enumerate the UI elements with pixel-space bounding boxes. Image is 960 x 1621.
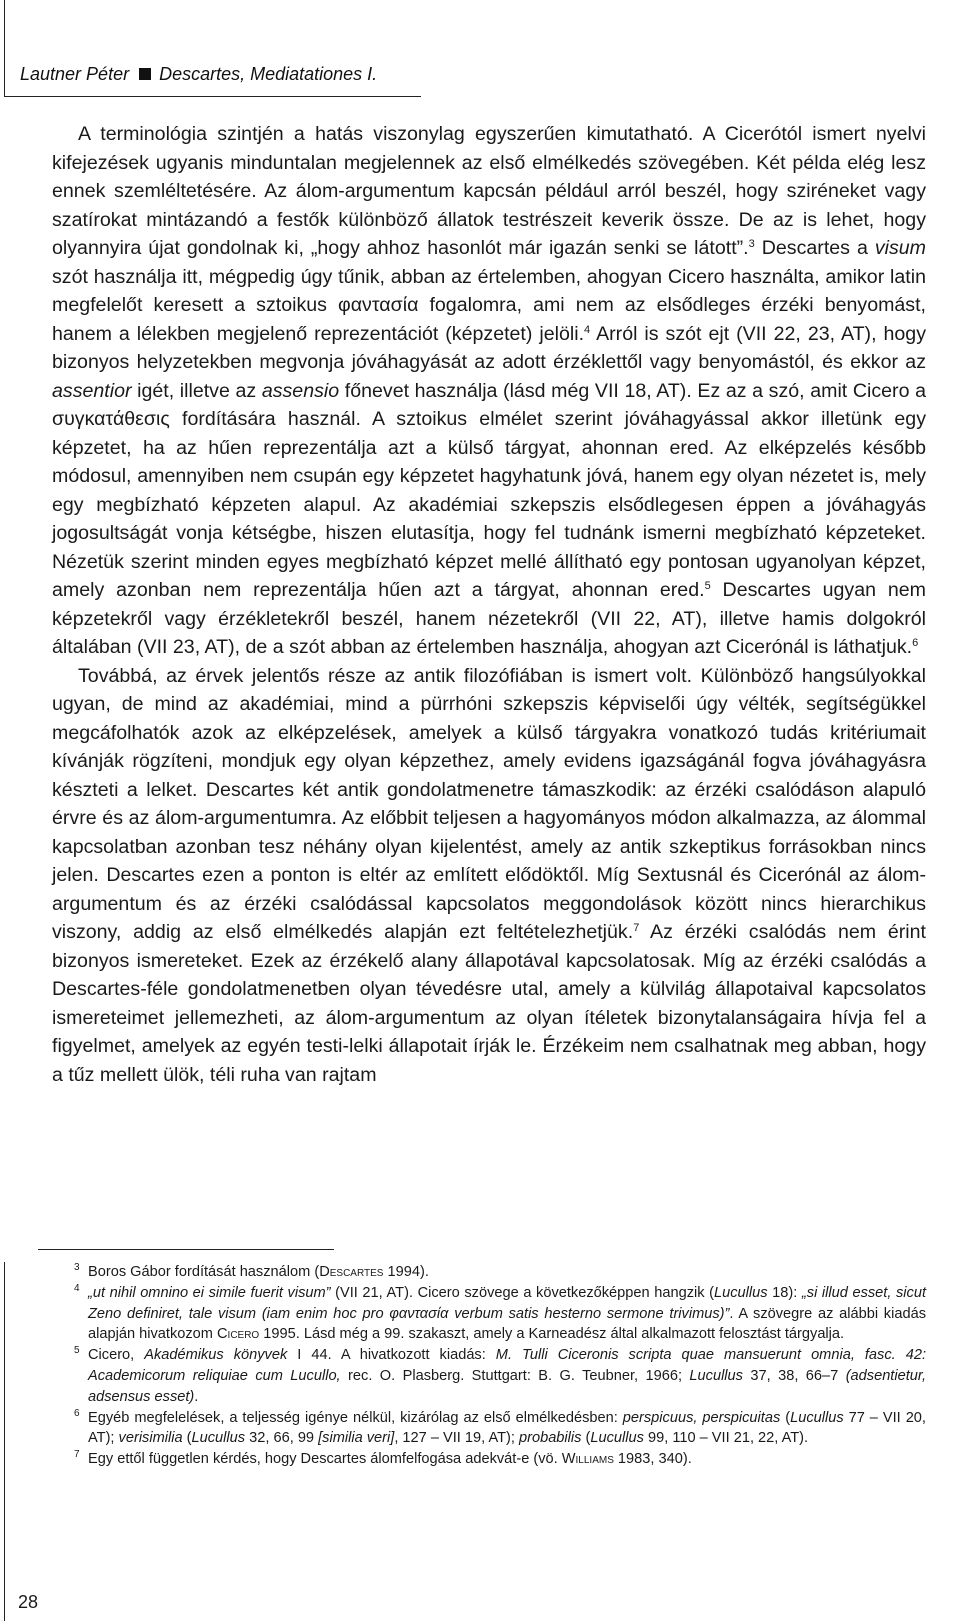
text-run: 1983, 340). [613, 1451, 692, 1468]
text-run: . A szövegre az alábbi kiadás alapján hivatkozom [88, 1305, 926, 1343]
footnote-ref-6[interactable]: 6 [912, 637, 919, 649]
text-run: 1995. Lásd még a 99. szakaszt, amely a Karneadész által alkalmazott felosztást tárgyalja. [259, 1326, 845, 1343]
text-run: Boros Gábor fordítását használom ( [88, 1264, 320, 1280]
text-run: . [194, 1388, 199, 1405]
text-run: Továbbá, az érvek jelentős része az antik filozófiában is ismert volt. Különböző hangsúlyokkal ugyan, de mind az akadémiai, mind a pürrhóni szkepszis képviselői úgy vélték, segítségükkel megcáfolhatók azok az elképzelések, amelyek a külső tárgyakra vonatkozó tudás kritériumait kívánják rögzíteni, mondjuk egy olyan képzethez, amely evidens igazságánál fogva jóváhagyásra készteti a lelket. Descartes két antik gondolatmenetre támaszkodik: az érzéki csalódáson alapuló érvre és az álom-argumentumra. Az előbbit teljesen a hagyományos módon alkalmazza, az álommal kapcsolatban azonban tesz néhány olyan kijelentést, amely az antik szkeptikus forrásokban nincs jelen. Descartes ezen a ponton is eltér az említett elődöktől. Míg Sextusnál és Cicerónál az álom-argumentum és az érzéki csalódással kapcsolatos meggondolások között nincs hierarchikus viszony, addig az első elmélkedés alapján ezt feltételezhetjük. [52, 664, 926, 943]
footnote-number: 5 [74, 1345, 80, 1357]
footnote-number: 6 [74, 1407, 80, 1419]
text-run: 37, 38, 66–7 [742, 1367, 846, 1384]
italic-term: perspicuus, perspicuitas [622, 1409, 781, 1426]
running-head [20, 64, 377, 85]
text-run: Descartes ugyan nem képzetekről vagy érzékletekről beszél, hanem nézetekről (VII 22, AT), illetve hamis dolgokról általában (VII 23, AT), de a szót abban az értelemben használja, ahogyan azt Cicerónál is láthatjuk. [52, 579, 926, 658]
text-run: Az érzéki csalódás nem érint bizonyos ismereteket. Ezek az érzékelő alany állapotával kapcsolatosak. Míg az érzéki csalódás a Descartes-féle gondolatmenetben olyan tévedésre utal, amely a külvilág állapotaival kapcsolatos ismereteimet jellemezheti, az álom-argumentum az olyan ítéletek bizonytalanságaira hívja fel a figyelmet, amelyek az egyén testi-lelki állapotait írják le. Érzékeim nem csalhatnak meg abban, hogy a tűz mellett ülök, téli ruha van rajtam [52, 921, 926, 1086]
text-run: 32, 66, 99 [245, 1430, 319, 1447]
italic-title: Lucullus [590, 1430, 644, 1447]
main-text [52, 120, 926, 1089]
text-run: 1994). [383, 1264, 429, 1280]
italic-title: Akadémikus könyvek [144, 1347, 288, 1364]
italic-title: Lucullus [790, 1409, 844, 1426]
footnote-number: 4 [74, 1282, 80, 1294]
text-run: Arról is szót ejt (VII 22, 23, AT), hogy bizonyos helyzetekben megvonja jóváhagyását az adott érzéklettől vagy benyomástól, és ekkor az [52, 322, 926, 373]
text-run: ( [581, 1430, 591, 1447]
footnote-7 [74, 1449, 926, 1470]
italic-title: Lucullus [714, 1284, 768, 1301]
footnote-ref-5[interactable]: 5 [704, 580, 711, 592]
text-run: ( [780, 1409, 791, 1426]
text-run: , 127 – VII 19, AT); [394, 1430, 519, 1447]
text-run: ( [182, 1430, 192, 1447]
italic-title: Lucullus [689, 1367, 743, 1384]
italic-term: (adsentietur, adsensus esset) [88, 1367, 927, 1405]
text-run: Cicero, [88, 1347, 145, 1364]
square-bullet-icon [139, 68, 151, 80]
italic-quote: „ut nihil omnino ei simile fuerit visum” [88, 1284, 331, 1301]
text-run: I 44. A hivatkozott kiadás: [287, 1347, 496, 1364]
author-name: Cicero [217, 1326, 260, 1343]
author-name: Williams [561, 1451, 614, 1468]
paragraph-2 [52, 662, 926, 1090]
footnote-ref-4[interactable]: 4 [584, 323, 591, 336]
text-run: (VII 21, AT). Cicero szövege a következőképpen hangzik ( [330, 1284, 714, 1301]
header-author: Lautner Péter [20, 64, 130, 84]
italic-term: assentior [52, 379, 132, 402]
margin-rule [4, 1262, 5, 1621]
text-run: szót használja itt, mégpedig úgy tűnik, abban az értelemben, ahogyan Cicero használta, amikor latin megfelelőt keresett a sztoikus φαντασία fogalomra, ami nem az elsődleges érzéki benyomást, hanem a lélekben megjelenő reprezentációt (képzetet) jelöli. [52, 265, 926, 345]
footnotes [74, 1262, 926, 1470]
header-title: Descartes, Mediatationes I. [159, 64, 378, 84]
footnote-number: 3 [74, 1262, 80, 1273]
text-run: 99, 110 – VII 21, 22, AT). [643, 1430, 809, 1447]
text-run: A terminológia szintjén a hatás viszonylag egyszerűen kimutatható. A Cicerótól ismert nyelvi kifejezések ugyanis minduntalan megjelennek az első elmélkedés szövegében. Két példa elég lesz ennek szemléltetésére. Az álom-argumentum kapcsán például arról beszél, hogy sziréneket vagy szatírokat mintázandó a festők különböző állatok testrészeit keverik össze. De az is lehet, hogy olyannyira újat gondolnak ki, „hogy ahhoz hasonlót már igazán senki se látott”. [52, 123, 926, 259]
footnote-ref-7[interactable]: 7 [633, 922, 640, 934]
footnote-number: 7 [74, 1449, 80, 1461]
italic-title: Lucullus [191, 1430, 246, 1447]
text-run: Egy ettől független kérdés, hogy Descartes álomfelfogása adekvát-e (vö. [88, 1451, 562, 1468]
italic-quote: „si illud esset, sicut Zeno definiret, tale visum (iam enim hoc pro φαντασία verbum satis hesterno sermone trivimus)” [88, 1284, 927, 1322]
author-name: Descartes [319, 1264, 384, 1280]
text-run: Egyéb megfelelések, a teljesség igénye nélkül, kizárólag az első elmélkedésben: [88, 1409, 623, 1426]
footnote-separator [38, 1249, 334, 1250]
footnote-3 [74, 1262, 926, 1283]
footnote-ref-3[interactable]: 3 [748, 238, 755, 250]
text-run: Descartes a [754, 237, 875, 259]
page-number: 28 [18, 1592, 39, 1612]
footnote-5 [74, 1345, 926, 1407]
footnote-6 [74, 1408, 926, 1450]
italic-title: M. Tulli Ciceronis scripta quae mansuerunt omnia, fasc. 42: Academicorum reliquiae cum Lucullo, [88, 1347, 926, 1384]
footnote-4 [74, 1283, 926, 1345]
paragraph-1 [52, 120, 926, 662]
italic-term: verisimilia [118, 1430, 183, 1447]
text-run: 77 – VII 20, AT); [88, 1409, 926, 1447]
text-run: főnevet használja (lásd még VII 18, AT). Ez az a szó, amit Cicero a συγκατάθεσις fordítására használ. A sztoikus elmélet szerint jóváhagyással akkor illetünk egy képzetet, ha az hűen reprezentálja azt a külső tárgyat, ahonnan ered. Az elképzelés később módosul, amennyiben nem csupán egy képzetet hagyhatunk jóvá, hanem egy olyan nézetet is, mely egy megbízható képzeten alapul. Az akadémiai szkepszis elsődlegesen éppen a jóváhagyás jogosultságát vonja kétségbe, hiszen elutasítja, hogy fel tudnánk ismerni megbízható képzeteket. Nézetük szerint minden egyes megbízható képzet mellé állítható egy pontosan ugyanolyan képzet, amely azonban nem reprezentálja hűen azt a tárgyat, ahonnan ered. [52, 379, 926, 601]
italic-term: assensio [261, 379, 340, 402]
italic-term: visum [874, 237, 926, 259]
text-run: 18): [767, 1284, 802, 1301]
text-run: rec. O. Plasberg. Stuttgart: B. G. Teubner, 1966; [340, 1367, 690, 1384]
italic-term: probabilis [518, 1430, 582, 1447]
text-run: igét, illetve az [131, 379, 262, 402]
italic-term: [similia veri] [318, 1430, 395, 1447]
